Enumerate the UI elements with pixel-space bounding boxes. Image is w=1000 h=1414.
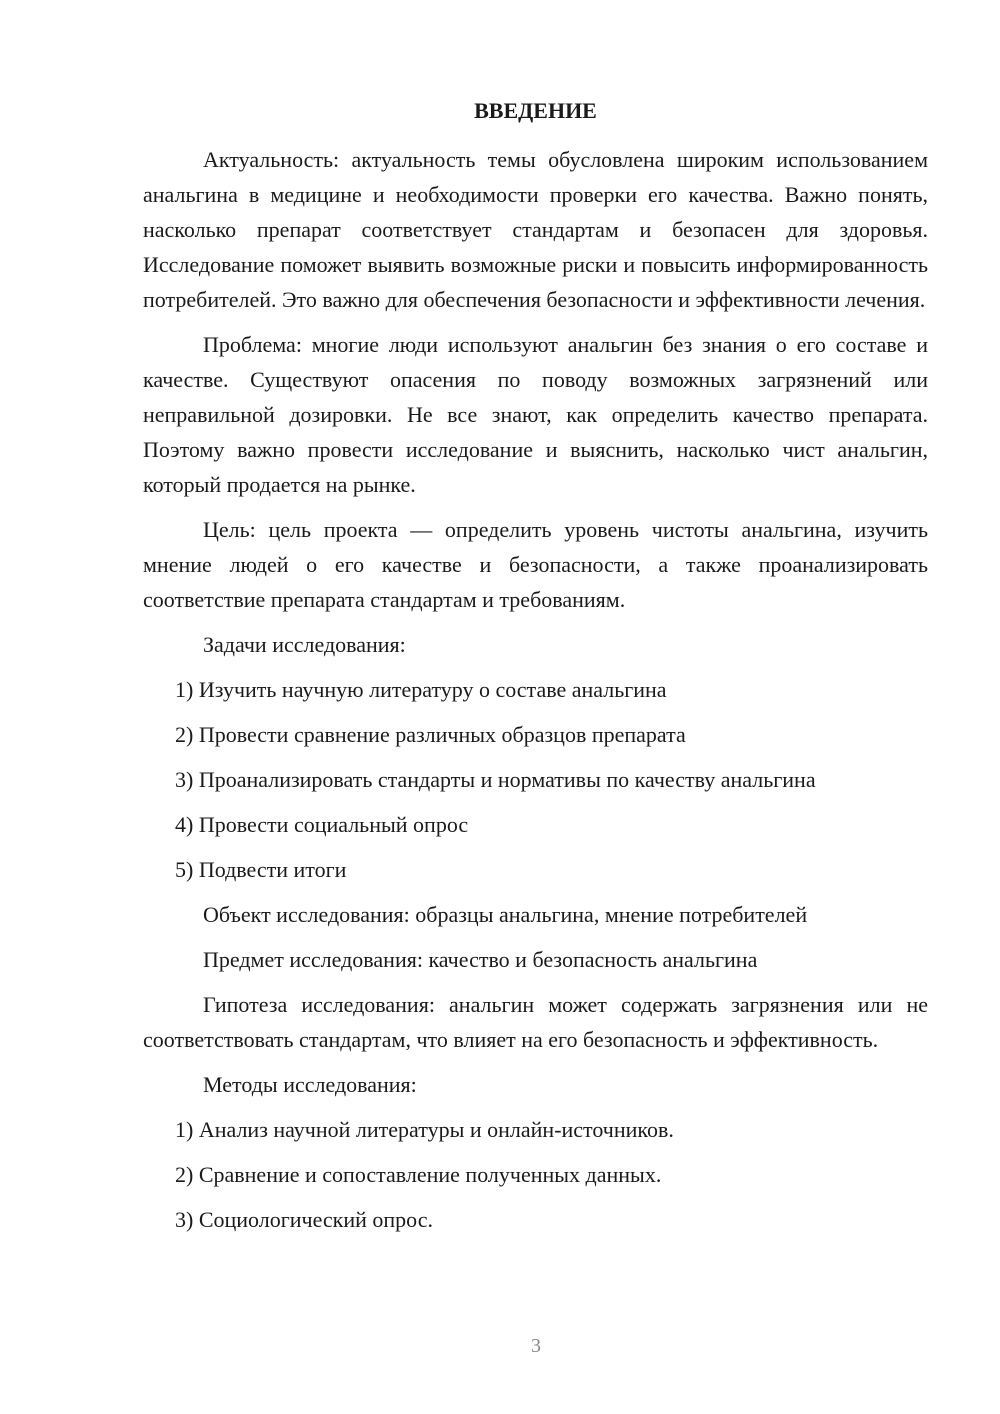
list-item: 2) Сравнение и сопоставление полученных данных. [175, 1162, 662, 1187]
goal-paragraph: Цель: цель проекта — определить уровень чистоты анальгина, изучить мнение людей о его качестве и безопасности, а также проанализировать соответствие препарата стандартам и требованиям. [143, 517, 928, 612]
section-title: ВВЕДЕНИЕ [474, 98, 597, 123]
list-item: 3) Проанализировать стандарты и нормативы по качеству анальгина [175, 767, 816, 792]
list-item: 3) Социологический опрос. [175, 1207, 433, 1232]
hypothesis-paragraph: Гипотеза исследования: анальгин может содержать загрязнения или не соответствовать стандартам, что влияет на его безопасность и эффективность. [143, 992, 928, 1052]
list-item: 2) Провести сравнение различных образцов препарата [175, 722, 686, 747]
tasks-heading: Задачи исследования: [203, 632, 406, 657]
list-item: 4) Провести социальный опрос [175, 812, 469, 837]
subject-paragraph: Предмет исследования: качество и безопасность анальгина [203, 947, 758, 972]
list-item: 1) Анализ научной литературы и онлайн-источников. [175, 1117, 674, 1142]
tasks-list [143, 672, 928, 887]
relevance-paragraph: Актуальность: актуальность темы обусловлена широким использованием анальгина в медицине и необходимости проверки его качества. Важно понять, насколько препарат соответствует стандартам и безопасен для здоровья. Исследование поможет выявить возможные риски и повысить информированность потребителей. Это важно для обеспечения безопасности и эффективности лечения. [143, 147, 928, 312]
problem-paragraph: Проблема: многие люди используют анальгин без знания о его составе и качестве. Существуют опасения по поводу возможных загрязнений или неправильной дозировки. Не все знают, как определить качество препарата. Поэтому важно провести исследование и выяснить, насколько чист анальгин, который продается на рынке. [143, 332, 928, 497]
list-item: 5) Подвести итоги [175, 857, 347, 882]
page-number: 3 [531, 1335, 541, 1357]
methods-list [143, 1112, 928, 1237]
object-paragraph: Объект исследования: образцы анальгина, мнение потребителей [203, 902, 808, 927]
page-content [143, 93, 928, 1247]
list-item: 1) Изучить научную литературу о составе анальгина [175, 677, 667, 702]
methods-heading: Методы исследования: [203, 1072, 417, 1097]
